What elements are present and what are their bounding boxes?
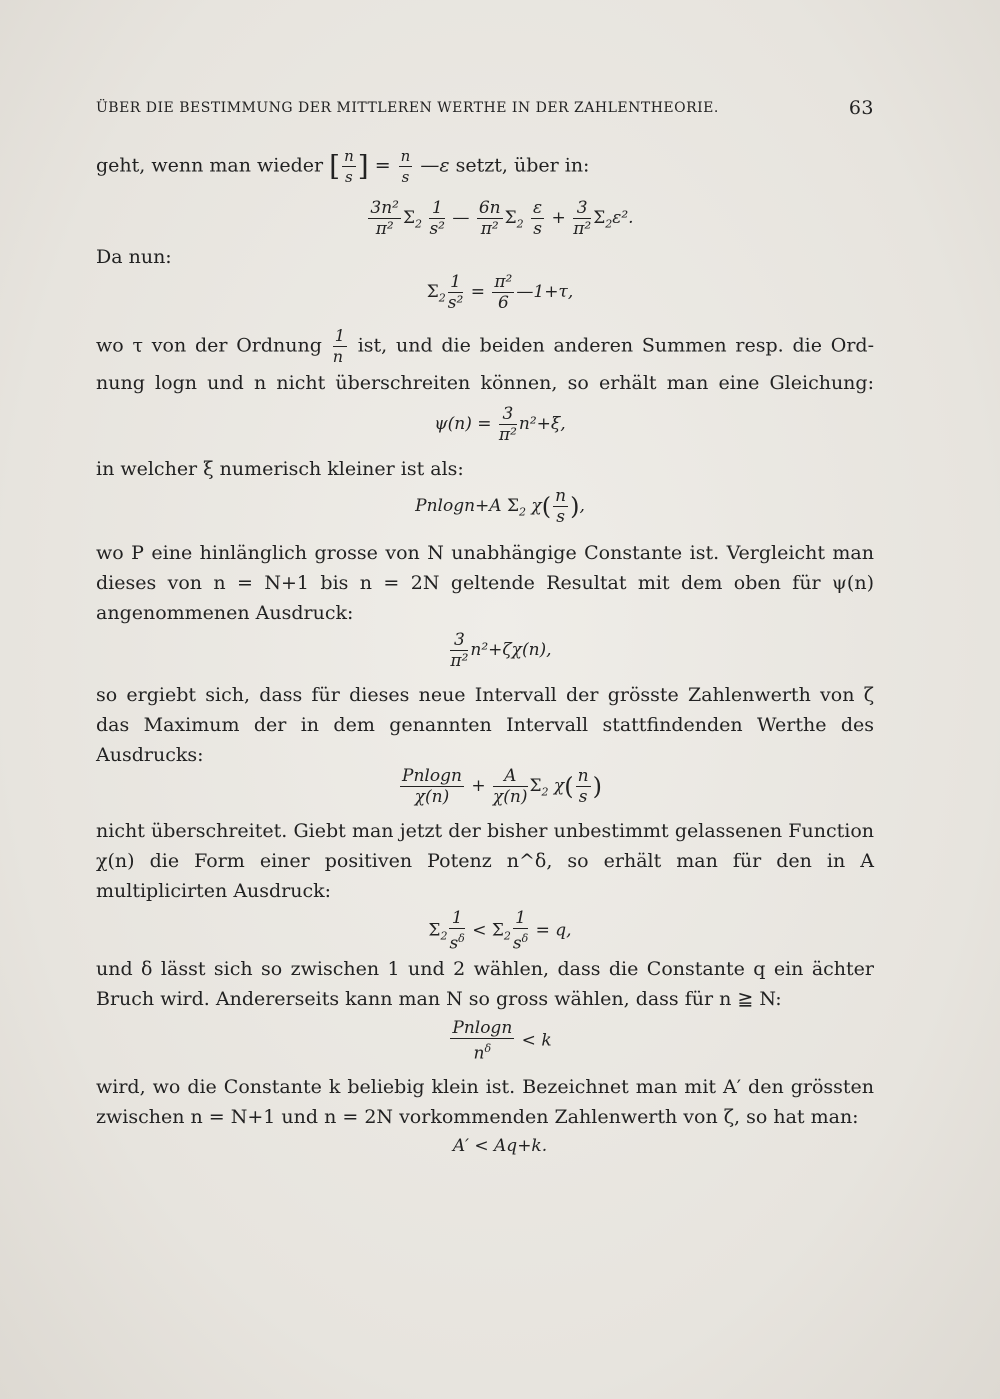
equation-7: $\Sigma_2$ $\frac{1}{s^\delta}$ < $\Sigma_2$ $\frac{1}{s^\delta}$ = q,	[428, 908, 572, 954]
paragraph-wo-p: wo P eine hinlänglich grosse von N unabhängige Constante ist. Vergleicht man dieses von n = N+1 bis n = 2N geltende Resultat mit dem oben für ψ(n) angenommenen Ausdruck:	[96, 542, 874, 624]
paragraph-nicht: nicht überschreitet. Giebt man jetzt der bisher unbestimmt gelassenen Function χ(n) die Form einer positiven Potenz n^δ, so erhält man für den in A multiplicirten Ausdruck:	[96, 820, 874, 902]
paragraph-wird: wird, wo die Constante k beliebig klein ist. Bezeichnet man mit A′ den grössten zwischen n = N+1 und n = 2N vorkommenden Zahlenwerth von ζ, so hat man:	[96, 1076, 874, 1128]
running-header	[96, 97, 874, 119]
equation-8: $\frac{Pnlogn}{n^\delta}$ < k	[452, 1018, 552, 1064]
paragraph-so-ergiebt: so ergiebt sich, dass für dieses neue Intervall der grösste Zahlenwerth von ζ das Maximum der in dem genannten Intervall stattfindenden Werthe des Ausdrucks:	[96, 684, 874, 766]
page-number: 63	[848, 97, 874, 119]
text-line-1: geht, wenn man wieder [ $\frac{n}{s}$ ] = $\frac{n}{s}$ —ε setzt, über in:	[96, 147, 590, 186]
equation-6: $\frac{Pnlogn}{\chi(n)}$ + $\frac{A}{\chi(n)}$ $\Sigma_2$ χ( $\frac{n}{s}$ )	[402, 766, 602, 807]
equation-4: Pnlogn+A $\Sigma_2$ χ( $\frac{n}{s}$ ),	[415, 486, 585, 527]
da-nun: Da nun:	[96, 246, 172, 268]
text-line-wo-tau: wo τ von der Ordnung $\frac{1}{n}$ ist, und die beiden anderen Summen resp. die Ord-	[96, 326, 874, 366]
text-line-nung: nung logn und n nicht überschreiten können, so erhält man eine Gleichung:	[96, 372, 874, 394]
header-title: ÜBER DIE BESTIMMUNG DER MITTLEREN WERTHE IN DER ZAHLENTHEORIE.	[96, 100, 719, 116]
text-line-in-welcher: in welcher ξ numerisch kleiner ist als:	[96, 458, 464, 480]
equation-2: $\Sigma_2$ $\frac{1}{\text{s²}}$ = $\frac{\text{π²}}{6}$ —1+τ,	[426, 272, 574, 313]
paragraph-und-delta: und δ lässt sich so zwischen 1 und 2 wählen, dass die Constante q ein ächter Bruch wird. Andererseits kann man N so gross wählen, dass für n ≧ N:	[96, 958, 874, 1010]
equation-final: A′ < Aq+k.	[452, 1136, 548, 1156]
equation-1: $\frac{\text{3n²}}{\text{π²}}$ $\Sigma_2$ $\frac{1}{\text{s²}}$ — $\frac{6n}{\text{π²}}$ $\Sigma_2$ $\frac{\varepsilon}{s}$ + $\frac{3}{\text{π²}}$ $\Sigma_2\varepsilon^2$.	[370, 198, 634, 239]
equation-5: $\frac{3}{\text{π²}}$ n²+ζχ(n),	[450, 630, 552, 671]
equation-3: ψ(n) = $\frac{3}{\text{π²}}$ n²+ξ,	[434, 404, 566, 445]
